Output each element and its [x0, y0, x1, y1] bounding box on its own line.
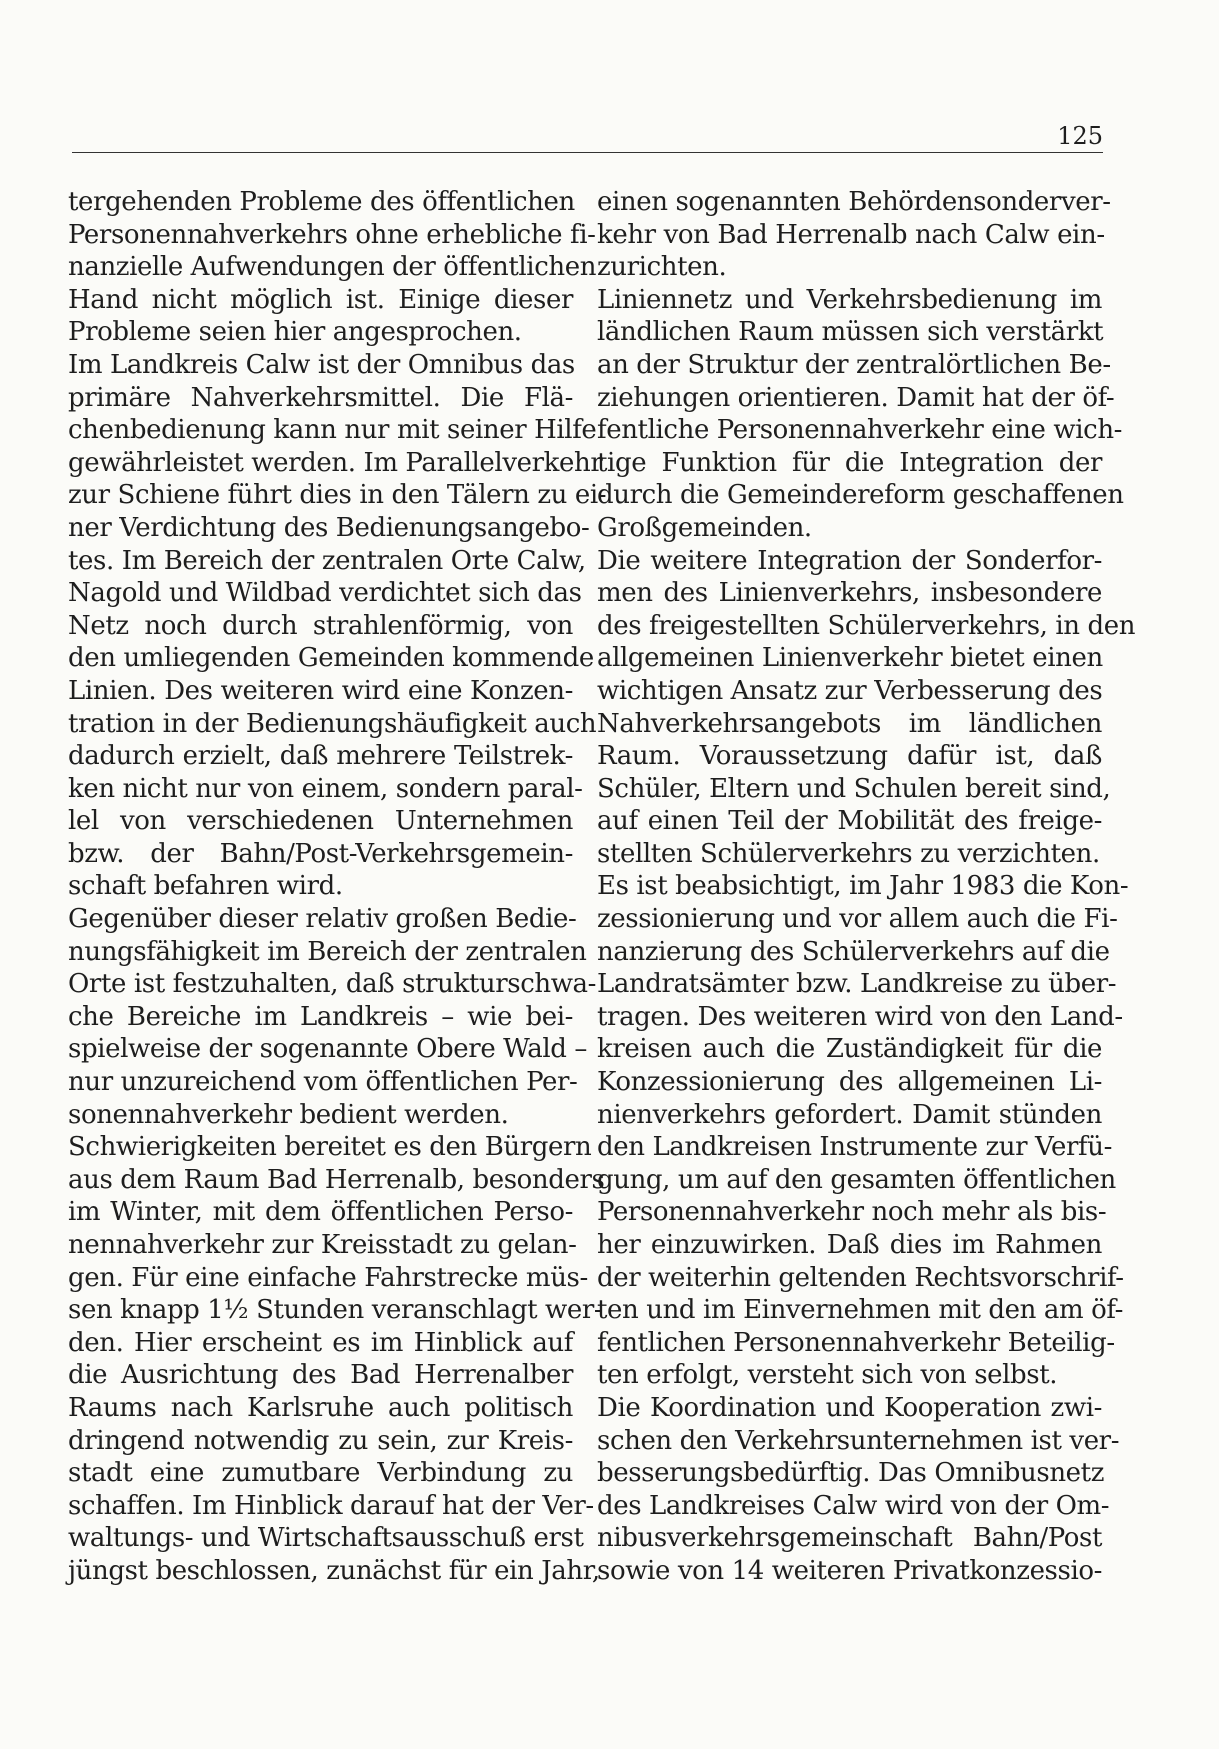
right-text-column [597, 186, 1136, 1588]
text-line: lel von verschiedenen Unternehmen [68, 806, 573, 837]
text-line: nennahverkehr zur Kreisstadt zu gelan- [68, 1230, 577, 1260]
text-line: gen. Für eine einfache Fahrstrecke müs- [68, 1262, 588, 1293]
text-line: nur unzureichend vom öffentlichen Per- [68, 1067, 578, 1098]
text-line: Nahverkehrsangebots im ländlichen [597, 708, 1102, 739]
text-line: Raum. Voraussetzung dafür ist, daß [597, 741, 1102, 772]
left-text-column [68, 186, 607, 1588]
text-line: zur Schiene führt dies in den Tälern zu ei- [68, 480, 607, 511]
text-line: nanzielle Aufwendungen der öffentlichen [68, 252, 597, 283]
text-line: ten erfolgt, versteht sich von selbst. [597, 1360, 1058, 1391]
text-line: bzw. der Bahn/Post-Verkehrsgemein- [68, 838, 573, 869]
text-line: fentlichen Personennahverkehr Beteilig- [597, 1327, 1115, 1358]
text-line: ziehungen orientieren. Damit hat der öf- [597, 382, 1115, 413]
text-line: besserungsbedürftig. Das Omnibusnetz [597, 1458, 1105, 1489]
text-line: Nagold und Wildbad verdichtet sich das [68, 578, 582, 609]
text-line: her einzuwirken. Daß dies im Rahmen [597, 1230, 1102, 1260]
text-line: Schwierigkeiten bereitet es den Bürgern [68, 1132, 592, 1163]
text-line: Gegenüber dieser relativ großen Bedie- [68, 904, 577, 935]
text-line: Die Koordination und Kooperation zwi- [597, 1392, 1102, 1423]
text-line: im Winter, mit dem öffentlichen Perso- [68, 1197, 573, 1228]
text-line: nienverkehrs gefordert. Damit stünden [597, 1099, 1102, 1130]
text-line: Orte ist festzuhalten, daß strukturschwa- [68, 969, 597, 1000]
text-line: kreisen auch die Zuständigkeit für die [597, 1034, 1102, 1065]
text-line: tige Funktion für die Integration der [597, 447, 1102, 478]
text-line: die Ausrichtung des Bad Herrenalber [68, 1360, 573, 1391]
text-line: Es ist beabsichtigt, im Jahr 1983 die Kon- [597, 871, 1129, 902]
text-line: schaffen. Im Hinblick darauf hat der Ver- [68, 1490, 594, 1521]
text-line: schen den Verkehrsunternehmen ist ver- [597, 1425, 1120, 1456]
text-line: ken nicht nur von einem, sondern paral- [68, 773, 583, 804]
text-line: Probleme seien hier angesprochen. [68, 317, 522, 348]
text-line: den umliegenden Gemeinden kommende [68, 643, 594, 674]
text-line: Konzessionierung des allgemeinen Li- [597, 1067, 1102, 1098]
text-line: des freigestellten Schülerverkehrs, in den [597, 610, 1136, 641]
text-line: des Landkreises Calw wird von der Om- [597, 1490, 1110, 1521]
text-line: chenbedienung kann nur mit seiner Hilfe [68, 415, 597, 446]
page-number: 125 [1057, 122, 1103, 150]
text-line: men des Linienverkehrs, insbesondere [597, 578, 1102, 609]
text-line: waltungs- und Wirtschaftsausschuß erst [68, 1523, 584, 1554]
text-line: tergehenden Probleme des öffentlichen [68, 187, 575, 217]
text-line: jüngst beschlossen, zunächst für ein Jahr, [68, 1555, 600, 1586]
text-line: stadt eine zumutbare Verbindung zu [68, 1458, 573, 1489]
text-line: Linien. Des weiteren wird eine Konzen- [68, 675, 573, 706]
text-line: tes. Im Bereich der zentralen Orte Calw, [68, 545, 586, 576]
text-line: den Landkreisen Instrumente zur Verfü- [597, 1132, 1112, 1163]
text-line: tration in der Bedienungshäufigkeit auch [68, 708, 597, 739]
text-line: che Bereiche im Landkreis – wie bei- [68, 1001, 573, 1032]
text-line: stellten Schülerverkehrs zu verzichten. [597, 838, 1100, 869]
text-line: kehr von Bad Herrenalb nach Calw ein- [597, 219, 1105, 250]
text-line: ner Verdichtung des Bedienungsangebo- [68, 512, 590, 543]
text-line: der weiterhin geltenden Rechtsvorschrif- [597, 1262, 1124, 1293]
text-line: den. Hier erscheint es im Hinblick auf [68, 1327, 573, 1358]
text-line: gung, um auf den gesamten öffentlichen [597, 1164, 1116, 1195]
text-line: zurichten. [597, 252, 727, 283]
header-rule [72, 152, 1103, 153]
text-line: dringend notwendig zu sein, zur Kreis- [68, 1425, 573, 1456]
text-line: Schüler, Eltern und Schulen bereit sind, [597, 773, 1111, 804]
text-line: dadurch erzielt, daß mehrere Teilstrek- [68, 741, 573, 772]
text-line: gewährleistet werden. Im Parallelverkehr [68, 447, 603, 478]
text-line: ländlichen Raum müssen sich verstärkt [597, 317, 1104, 348]
text-line: wichtigen Ansatz zur Verbesserung des [597, 675, 1103, 706]
text-line: sonennahverkehr bedient werden. [68, 1099, 509, 1130]
text-line: Im Landkreis Calw ist der Omnibus das [68, 349, 575, 380]
text-line: Personennahverkehrs ohne erhebliche fi- [68, 219, 596, 250]
text-line: Landratsämter bzw. Landkreise zu über- [597, 969, 1117, 1000]
text-line: primäre Nahverkehrsmittel. Die Flä- [68, 382, 573, 413]
text-line: tragen. Des weiteren wird von den Land- [597, 1001, 1123, 1032]
text-line: Die weitere Integration der Sonderfor- [597, 545, 1102, 576]
text-line: zessionierung und vor allem auch die Fi- [597, 904, 1118, 935]
text-line: durch die Gemeindereform geschaffenen [597, 480, 1124, 511]
text-line: aus dem Raum Bad Herrenalb, besonders [68, 1164, 605, 1195]
text-line: sowie von 14 weiteren Privatkonzessio- [597, 1555, 1102, 1586]
text-line: spielweise der sogenannte Obere Wald – [68, 1034, 587, 1065]
text-line: Großgemeinden. [597, 512, 812, 543]
text-line: schaft befahren wird. [68, 871, 343, 902]
text-line: ten und im Einvernehmen mit den am öf- [597, 1295, 1124, 1326]
text-line: Raums nach Karlsruhe auch politisch [68, 1392, 573, 1423]
text-line: Hand nicht möglich ist. Einige dieser [68, 284, 573, 315]
text-line: an der Struktur der zentralörtlichen Be- [597, 349, 1111, 380]
text-line: fentliche Personennahverkehr eine wich- [597, 415, 1123, 446]
text-line: einen sogenannten Behördensonderver- [597, 187, 1111, 217]
text-line: allgemeinen Linienverkehr bietet einen [597, 643, 1103, 674]
text-line: Liniennetz und Verkehrsbedienung im [597, 284, 1102, 315]
text-line: nungsfähigkeit im Bereich der zentralen [68, 936, 587, 967]
text-line: nanzierung des Schülerverkehrs auf die [597, 936, 1110, 967]
text-line: Personennahverkehr noch mehr als bis- [597, 1197, 1107, 1228]
text-line: Netz noch durch strahlenförmig, von [68, 610, 573, 641]
text-line: nibusverkehrsgemeinschaft Bahn/Post [597, 1523, 1102, 1554]
text-line: auf einen Teil der Mobilität des freige- [597, 806, 1102, 837]
text-line: sen knapp 1½ Stunden veranschlagt wer- [68, 1295, 603, 1326]
